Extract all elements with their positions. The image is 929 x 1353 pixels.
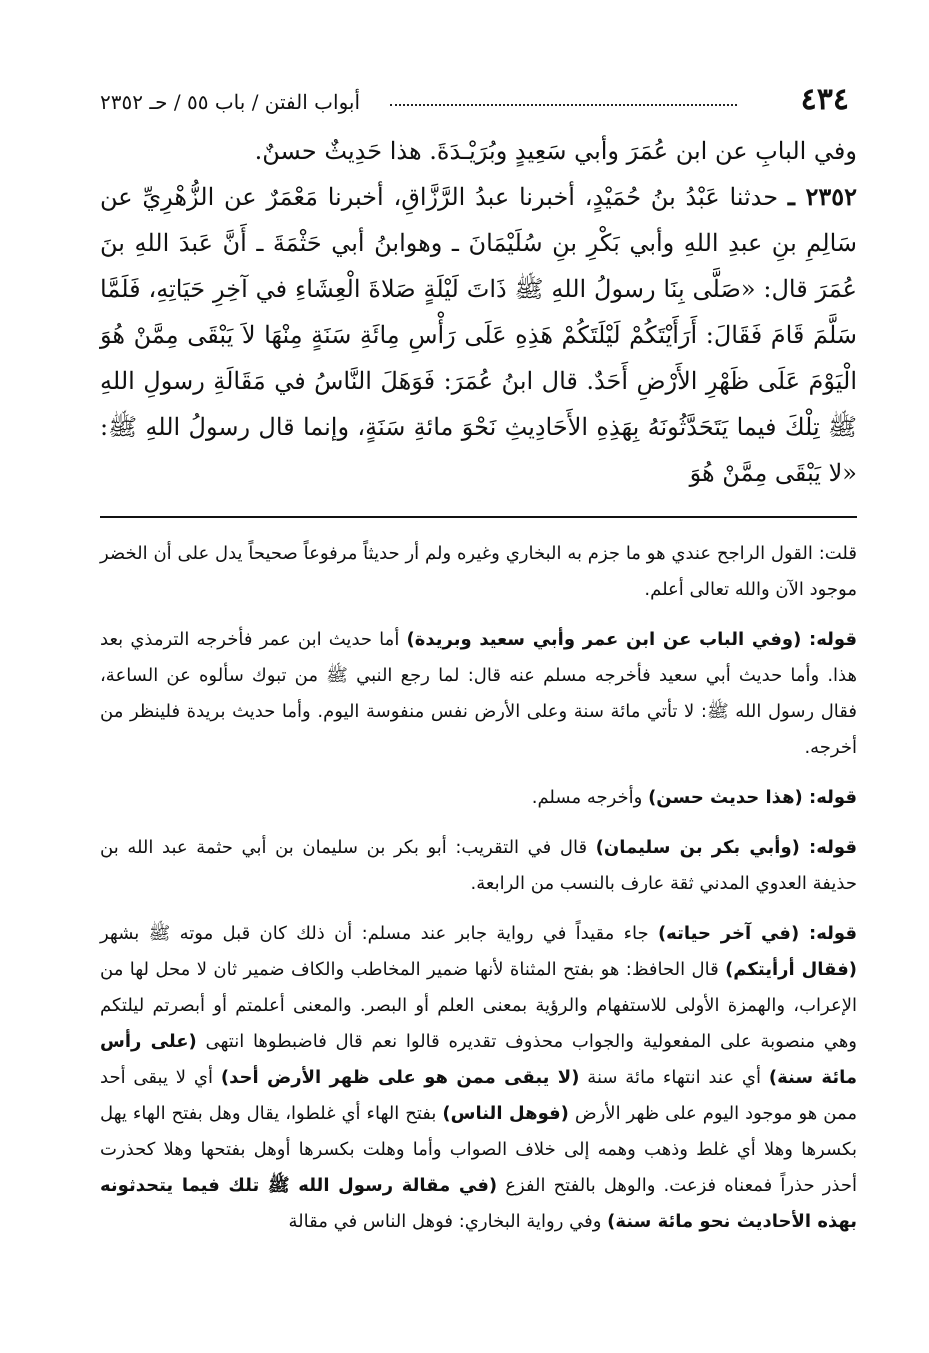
note-2-label: قوله: (وفي الباب عن ابن عمر وأبي سعيد وبريدة) [406, 629, 857, 650]
main-text [100, 128, 857, 496]
main-paragraph-2 [100, 174, 857, 496]
note-2-text: أما حديث ابن عمر فأخرجه الترمذي بعد هذا. وأما حديث أبي سعيد فأخرجه مسلم عنه قال: لما رجع النبي ﷺ من تبوك سألوه عن الساعة، فقال رسول الله ﷺ: لا تأتي مائة سنة وعلى الأرض نفس منفوسة اليوم. وأما حديث بريدة فلينظر من أخرجه. [100, 629, 857, 758]
note-5-bold-5: (في مقالة رسول الله ﷺ تلك فيما يتحدثونه بهذه الأحاديث نحو مائة سنة) [100, 1175, 857, 1232]
note-4 [100, 830, 857, 902]
note-3-label: قوله: (هذا حديث حسن) [648, 787, 857, 808]
page-number: ٤٣٤ [800, 82, 849, 117]
note-4-label: قوله: (وأبي بكر بن سليمان) [595, 837, 857, 858]
note-5-label: قوله: (في آخر حياته) [657, 923, 857, 944]
note-3-text: وأخرجه مسلم. [531, 787, 649, 808]
note-5-bold-1: (فقال أرأيتكم) [725, 959, 857, 980]
note-3 [100, 780, 857, 816]
note-5-text-3: أي عند انتهاء مائة سنة [579, 1067, 769, 1088]
dotted-leader [390, 90, 737, 106]
note-1: قلت: القول الراجح عندي هو ما جزم به البخاري وغيره ولم أر حديثاً مرفوعاً صحيحاً يدل على أن الخضر موجود الآن والله تعالى أعلم. [100, 543, 857, 600]
note-5-text-1: جاء مقيداً في رواية جابر عند مسلم: أن ذلك كان قبل موته ﷺ بشهر [100, 923, 658, 944]
commentary-notes [100, 536, 857, 1240]
hadith-text: حدثنا عَبْدُ بنُ حُمَيْدٍ، أخبرنا عبدُ الرَّزَّاقِ، أخبرنا مَعْمَرٌ عن الزُّهْرِيِّ عن سَالِمِ بنِ عبدِ اللهِ وأبي بَكْرِ بنِ سُلَيْمَانَ ـ وهوابنُ أبي حَثْمَةَ ـ أَنَّ عَبدَ اللهِ بنَ عُمَرَ قال: «صَلَّى بِنَا رسولُ اللهِ ﷺ ذَاتَ لَيْلَةٍ صَلاةَ الْعِشَاءِ في آخِرِ حَيَاتِهِ، فَلَمَّا سَلَّمَ قَامَ فَقَالَ: أَرَأَيْتَكُمْ لَيْلَتَكُمْ هَذِهِ عَلَى رَأْسِ مِائَةِ سَنَةٍ مِنْهَا لاَ يَبْقَى مِمَّنْ هُوَ الْيَوْمَ عَلَى ظَهْرِ الأَرْضِ أَحَدٌ. قال ابنُ عُمَرَ: فَوَهَلَ النَّاسُ في مَقَالَةِ رسولِ اللهِ ﷺ تِلْكَ فيما يَتَحَدَّثُونَهُ بِهَذِهِ الأَحَادِيثِ نَحْوَ مائةِ سَنَةٍ، وإنما قال رسولُ اللهِ ﷺ: «لا يَبْقَى مِمَّنْ هُوَ [100, 183, 857, 487]
note-5-text-5: بفتح الهاء أي غلطوا، يقال وهل بفتح الهاء يهل بكسرها وهلا أي غلط وذهب وهمه إلى خلاف الصواب وأما وهلت بكسرها أوهل بفتحها وهلا كحذرت أحذر حذراً فمعناه فزعت. والوهل بالفتح الفزع [100, 1103, 857, 1196]
note-5-text-2: قال الحافظ: هو بفتح المثناة لأنها ضمير المخاطب والكاف ضمير ثان لا محل لها من الإعراب، والهمزة الأولى للاستفهام والرؤية بمعنى العلم أو البصر. والمعنى أعلمتم أو أبصرتم ليلتكم وهي منصوبة على المفعولية والجواب محذوف تقديره قالوا نعم قال فاضبطوها انتهى [100, 959, 857, 1052]
note-5-text-4: أي لا يبقى أحد ممن هو موجود اليوم على ظهر الأرض [100, 1067, 858, 1124]
note-5-bold-4: (فوهل الناس) [442, 1103, 569, 1124]
note-5 [100, 916, 857, 1240]
main-paragraph-1: وفي البابِ عن ابن عُمَرَ وأبي سَعِيدٍ وبُرَيْـدَةَ. هذا حَدِيثٌ حسنٌ. [254, 137, 857, 165]
hadith-number: ٢٣٥٢ ـ [787, 182, 857, 211]
note-5-text-6: وفي رواية البخاري: فوهل الناس في مقالة [288, 1211, 608, 1232]
running-title: أبواب الفتن / باب ٥٥ / حـ ٢٣٥٢ [100, 90, 361, 114]
note-5-bold-2: (على رأس مائة سنة) [100, 1031, 858, 1088]
note-4-text: قال في التقريب: أبو بكر بن سليمان بن أبي حثمة عبد الله بن حذيفة العدوي المدني ثقة عارف بالنسب من الرابعة. [100, 837, 857, 894]
note-2 [100, 622, 857, 766]
page-header [100, 82, 857, 122]
note-5-bold-3: (لا يبقى ممن هو على ظهر الأرض أحد) [220, 1067, 580, 1088]
footnote-divider [100, 516, 857, 518]
